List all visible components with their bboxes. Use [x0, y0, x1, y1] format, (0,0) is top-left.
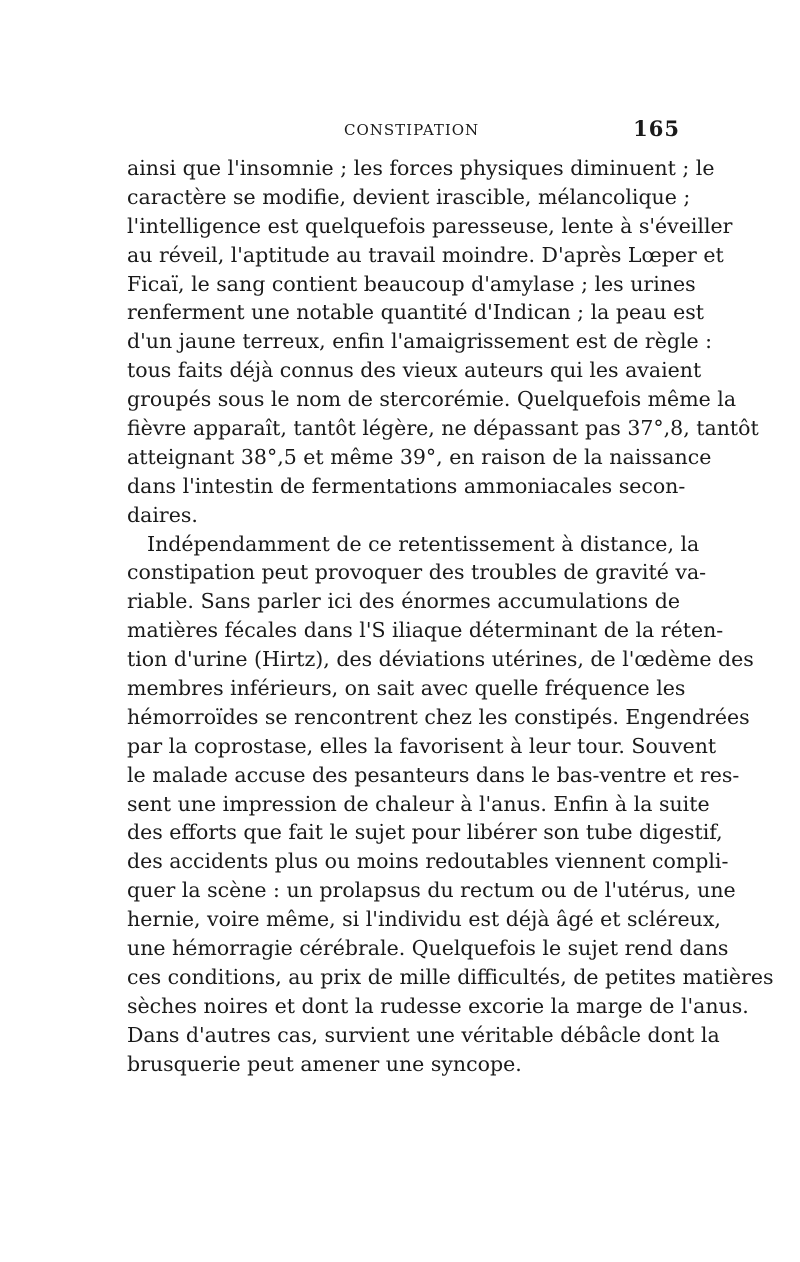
text-line: Indépendamment de ce retentissement à distance, la — [147, 531, 700, 556]
text-line: d'un jaune terreux, enfin l'amaigrissement est de règle : — [127, 329, 713, 354]
text-line: constipation peut provoquer des troubles de gravité va- — [127, 560, 707, 585]
text-line: caractère se modifie, devient irascible, mélancolique ; — [127, 184, 691, 209]
text-line: brusquerie peut amener une syncope. — [127, 1051, 522, 1076]
text-line: groupés sous le nom de stercorémie. Quelquefois même la — [127, 387, 737, 412]
text-line: tous faits déjà connus des vieux auteurs qui les avaient — [127, 358, 702, 383]
text-line: Dans d'autres cas, survient une véritable débâcle dont la — [127, 1022, 720, 1047]
text-line: l'intelligence est quelquefois paresseuse, lente à s'éveiller — [127, 213, 733, 238]
text-line: sent une impression de chaleur à l'anus. Enfin à la suite — [127, 791, 710, 816]
text-line: par la coprostase, elles la favorisent à leur tour. Souvent — [127, 733, 717, 758]
text-line: tion d'urine (Hirtz), des déviations utérines, de l'œdème des — [127, 647, 754, 672]
text-line: atteignant 38°,5 et même 39°, en raison de la naissance — [127, 444, 712, 469]
text-line: ces conditions, au prix de mille difficultés, de petites matières — [127, 964, 774, 989]
text-line: riable. Sans parler ici des énormes accumulations de — [127, 589, 680, 614]
running-header — [127, 116, 680, 144]
text-line: des accidents plus ou moins redoutables viennent compli- — [127, 849, 729, 874]
body-text — [127, 154, 774, 1079]
text-line: une hémorragie cérébrale. Quelquefois le sujet rend dans — [127, 936, 729, 961]
text-line: renferment une notable quantité d'Indican ; la peau est — [127, 300, 704, 325]
text-line: des efforts que fait le sujet pour libérer son tube digestif, — [127, 820, 723, 845]
text-line: fièvre apparaît, tantôt légère, ne dépassant pas 37°,8, tantôt — [127, 416, 759, 441]
running-title: CONSTIPATION — [344, 121, 480, 139]
text-line: ainsi que l'insomnie ; les forces physiques diminuent ; le — [127, 156, 715, 180]
text-line: daires. — [127, 502, 198, 527]
text-line: Ficaï, le sang contient beaucoup d'amylase ; les urines — [127, 271, 696, 296]
page-number: 165 — [633, 116, 680, 141]
text-line: hémorroïdes se rencontrent chez les constipés. Engendrées — [127, 704, 750, 729]
text-line: hernie, voire même, si l'individu est déjà âgé et scléreux, — [127, 907, 721, 932]
text-line: sèches noires et dont la rudesse excorie la marge de l'anus. — [127, 993, 749, 1018]
text-line: le malade accuse des pesanteurs dans le bas-ventre et res- — [127, 762, 740, 787]
text-line: quer la scène : un prolapsus du rectum ou de l'utérus, une — [127, 878, 736, 903]
paragraph-1 — [127, 154, 759, 530]
text-line: dans l'intestin de fermentations ammoniacales secon- — [127, 473, 686, 498]
text-line: au réveil, l'aptitude au travail moindre. D'après Lœper et — [127, 242, 724, 267]
text-line: matières fécales dans l'S iliaque déterminant de la réten- — [127, 618, 724, 643]
text-line: membres inférieurs, on sait avec quelle fréquence les — [127, 676, 686, 701]
paragraph-2 — [127, 530, 774, 1079]
